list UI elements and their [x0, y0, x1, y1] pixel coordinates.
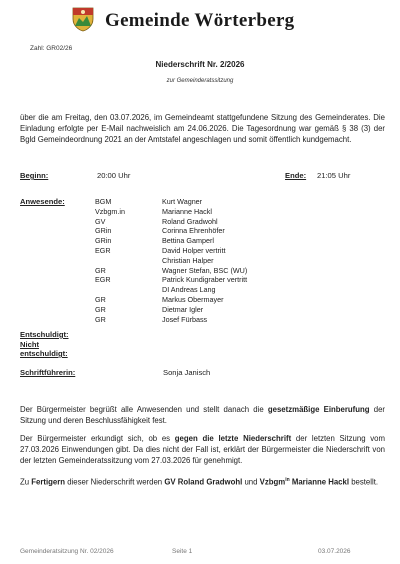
attendee-name: Bettina Gamperl — [162, 236, 214, 246]
attendee-name: Corinna Ehrenhöfer — [162, 226, 225, 236]
superscript-text: in — [285, 477, 290, 483]
paragraph-text: Zu — [20, 477, 32, 487]
attendee-name: Josef Fürbass — [162, 314, 208, 324]
begin-time: 20:00 Uhr — [97, 171, 131, 180]
attendee-role: Vzbgm.in — [95, 206, 125, 216]
attendee-name: David Holper vertritt — [162, 246, 226, 255]
begin-label: Beginn: — [20, 171, 49, 180]
attendee-name: Christian Halper — [162, 255, 214, 265]
paragraph-bold-text: GV Roland Gradwohl — [164, 477, 243, 487]
attendee-name: Patrick Kundigraber vertritt — [162, 275, 248, 285]
footer-session: Gemeinderatsitzung Nr. 02/2026 — [20, 548, 114, 555]
paragraph-bold-text: gesetzmäßige Einberufung — [267, 405, 370, 414]
secretary-label: Schriftführerin: — [20, 368, 76, 377]
footer-date: 03.07.2026 — [318, 548, 351, 555]
not-excused-label-line2: entschuldigt: — [20, 349, 68, 358]
paragraph-text: bestellt. — [349, 477, 379, 487]
secretary-name: Sonja Janisch — [163, 368, 211, 377]
paragraph-signatories — [20, 475, 385, 488]
document-title: Niederschrift Nr. 2/2026 — [155, 60, 245, 69]
end-label: Ende: — [285, 171, 307, 180]
paragraph-text: der letzten Sitzung vom 27.03.2026 Einwendungen gibt. Da dies nicht der Fall ist, erklärt der Bürgermeister die Niederschrift von der letzten Gemeinderatssitzung vom 27.03.2026 für genehmigt. — [20, 434, 385, 465]
attendee-role: GR — [95, 265, 106, 275]
paragraph-bold-text: Fertigern — [31, 477, 66, 487]
paragraph-text: der Sitzung und deren Beschlussfähigkeit fest. — [20, 405, 386, 425]
attendee-role: EGR — [95, 275, 111, 285]
paragraph-text: Der Bürgermeister erkundigt sich, ob es — [20, 434, 175, 443]
attendee-name: DI Andreas Lang — [162, 285, 216, 295]
paragraph-text: dieser Niederschrift werden — [65, 477, 165, 487]
paragraph-bold-text: gegen die letzte Niederschrift — [174, 434, 292, 443]
paragraph-text: Der Bürgermeister begrüßt alle Anwesenden und stellt danach die — [20, 405, 268, 414]
municipality-title: Gemeinde Wörterberg — [105, 10, 295, 31]
excused-label: Entschuldigt: — [20, 330, 69, 339]
attendee-role: GV — [95, 216, 106, 226]
attendee-role: GR — [95, 314, 106, 324]
attendee-role: GRin — [95, 226, 112, 236]
document-subtitle: zur Gemeinderatssitzung — [166, 78, 234, 84]
attendee-role: GR — [95, 295, 106, 304]
attendee-name: Wagner Stefan, BSC (WU) — [162, 265, 248, 275]
paragraph-bold-text: Vzbgm — [259, 477, 286, 487]
attendee-role: GRin — [95, 236, 112, 246]
attendee-name: Dietmar Igler — [162, 304, 204, 314]
paragraph-bold-text: Marianne Hackl — [289, 477, 350, 487]
attendee-role: BGM — [95, 197, 112, 206]
present-label: Anwesende: — [20, 197, 65, 206]
not-excused-label-line1: Nicht — [20, 340, 39, 349]
end-time: 21:05 Uhr — [317, 171, 351, 180]
paragraph-text: und — [242, 477, 260, 487]
attendee-name: Kurt Wagner — [162, 197, 203, 206]
reference-number: Zahl: GR02/26 — [30, 45, 73, 52]
attendee-name: Markus Obermayer — [162, 295, 224, 304]
attendee-name: Marianne Hackl — [162, 206, 212, 216]
attendee-role: GR — [95, 304, 106, 314]
paragraph-quorum — [20, 404, 385, 426]
attendee-role: EGR — [95, 246, 111, 255]
attendee-name: Roland Gradwohl — [162, 216, 218, 226]
paragraph-minutes-approval — [20, 433, 385, 466]
municipal-crest-icon — [70, 6, 96, 32]
intro-paragraph: über die am Freitag, den 03.07.2026, im Gemeindeamt stattgefundene Sitzung des Gemeinderates. Die Einladung erfolgte per E-Mail nachweislich am 24.06.2026. Die Tagesordnung war gemäß § 38 (3) der Bgld Gemeindeordnung 2021 an der Amtstafel angeschlagen und somit öffentlich kundgemacht. — [20, 113, 385, 144]
footer-page-number: Seite 1 — [172, 548, 193, 555]
